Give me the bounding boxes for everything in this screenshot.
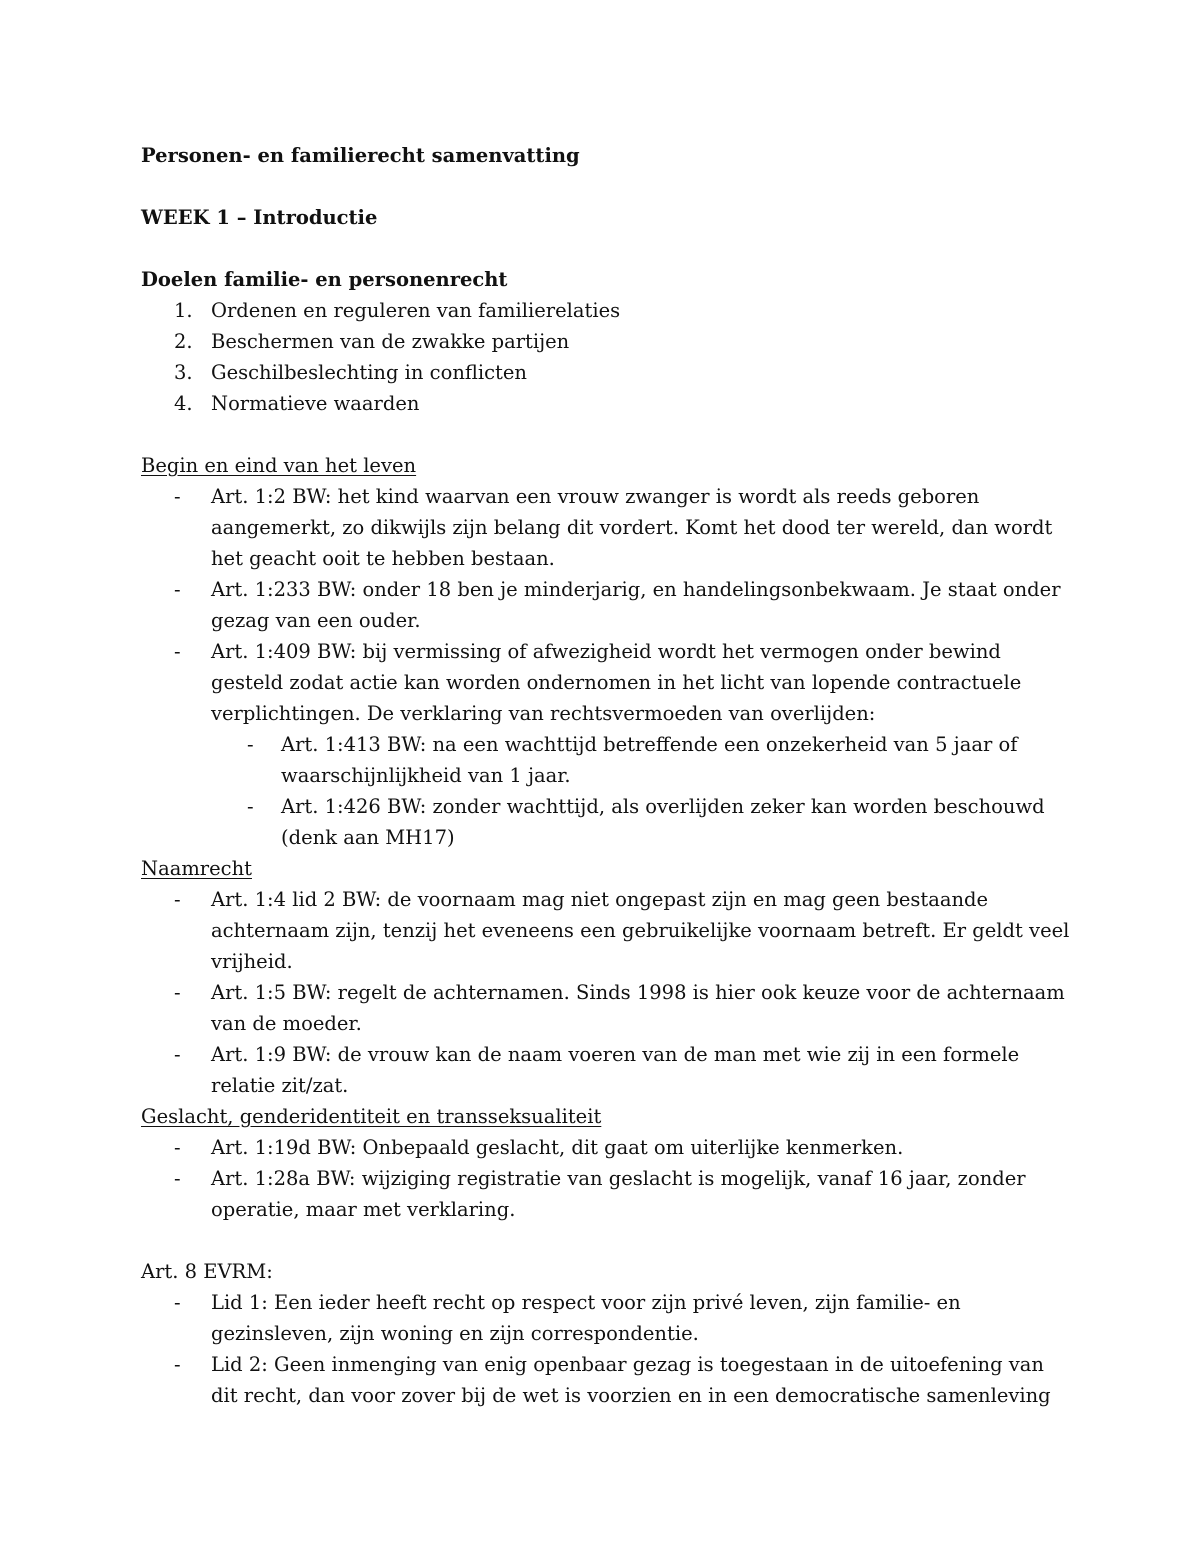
list-item: 2. Beschermen van de zwakke partijen: [174, 330, 570, 353]
evrm-list: [141, 1287, 1071, 1411]
doelen-heading: Doelen familie- en personenrecht: [141, 268, 508, 291]
list-item: 1. Ordenen en reguleren van familierelaties: [174, 299, 621, 322]
naamrecht-heading: Naamrecht: [141, 857, 252, 880]
geslacht-heading: Geslacht, genderidentiteit en transseksualiteit: [141, 1105, 602, 1128]
list-item: - Art. 1:28a BW: wijziging registratie van geslacht is mogelijk, vanaf 16 jaar, zonder operatie, maar met verklaring.: [174, 1167, 1026, 1221]
leven-list: [141, 481, 1071, 853]
leven-heading: Begin en eind van het leven: [141, 454, 417, 477]
evrm-heading: Art. 8 EVRM:: [141, 1260, 273, 1283]
list-item: - Art. 1:19d BW: Onbepaald geslacht, dit gaat om uiterlijke kenmerken.: [174, 1136, 904, 1159]
list-item: 3. Geschilbeslechting in conflicten: [174, 361, 527, 384]
list-item: - Art. 1:9 BW: de vrouw kan de naam voeren van de man met wie zij in een formele relatie zit/zat.: [174, 1043, 1020, 1097]
list-item: - Art. 1:4 lid 2 BW: de voornaam mag niet ongepast zijn en mag geen bestaande achternaam zijn, tenzij het eveneens een gebruikelijke voornaam betreft. Er geldt veel vrijheid.: [174, 888, 1070, 973]
list-item: - Lid 2: Geen inmenging van enig openbaar gezag is toegestaan in de uitoefening van dit recht, dan voor zover bij de wet is voorzien en in een democratische samenleving: [174, 1353, 1051, 1407]
geslacht-list: [141, 1132, 1071, 1225]
list-item: - Art. 1:413 BW: na een wachttijd betreffende een onzekerheid van 5 jaar of waarschijnlijkheid van 1 jaar.: [247, 733, 1018, 787]
list-item: - Lid 1: Een ieder heeft recht op respect voor zijn privé leven, zijn familie- en gezinsleven, zijn woning en zijn correspondentie.: [174, 1291, 961, 1345]
naamrecht-list: [141, 884, 1071, 1101]
list-item: - Art. 1:5 BW: regelt de achternamen. Sinds 1998 is hier ook keuze voor de achternaam van de moeder.: [174, 981, 1065, 1035]
list-item: - Art. 1:233 BW: onder 18 ben je minderjarig, en handelingsonbekwaam. Je staat onder gezag van een ouder.: [174, 578, 1061, 632]
list-item: - Art. 1:409 BW: bij vermissing of afwezigheid wordt het vermogen onder bewind gesteld zodat actie kan worden ondernomen in het licht van lopende contractuele verplichtingen. De verklaring van rechtsvermoeden van overlijden: - Art. 1:413 BW: na een wachttijd betreffende een onzekerheid van 5 jaar of waarschijnlijkheid van 1 jaar. - Art. 1:426 BW: zonder wachttijd, als overlijden zeker kan worden beschouwd (denk aan MH17): [141, 636, 1071, 853]
document-title: Personen- en familierecht samenvatting: [141, 144, 580, 167]
leven-sublist: [211, 729, 1071, 853]
list-item: - Art. 1:426 BW: zonder wachttijd, als overlijden zeker kan worden beschouwd (denk aan MH17): [247, 795, 1045, 849]
list-item: - Art. 1:2 BW: het kind waarvan een vrouw zwanger is wordt als reeds geboren aangemerkt, zo dikwijls zijn belang dit vordert. Komt het dood ter wereld, dan wordt het geacht ooit te hebben bestaan.: [174, 485, 1053, 570]
week-heading: WEEK 1 – Introductie: [141, 206, 378, 229]
document-content: [141, 140, 1071, 1411]
doelen-list: [141, 295, 1071, 419]
list-item: 4. Normatieve waarden: [174, 392, 420, 415]
